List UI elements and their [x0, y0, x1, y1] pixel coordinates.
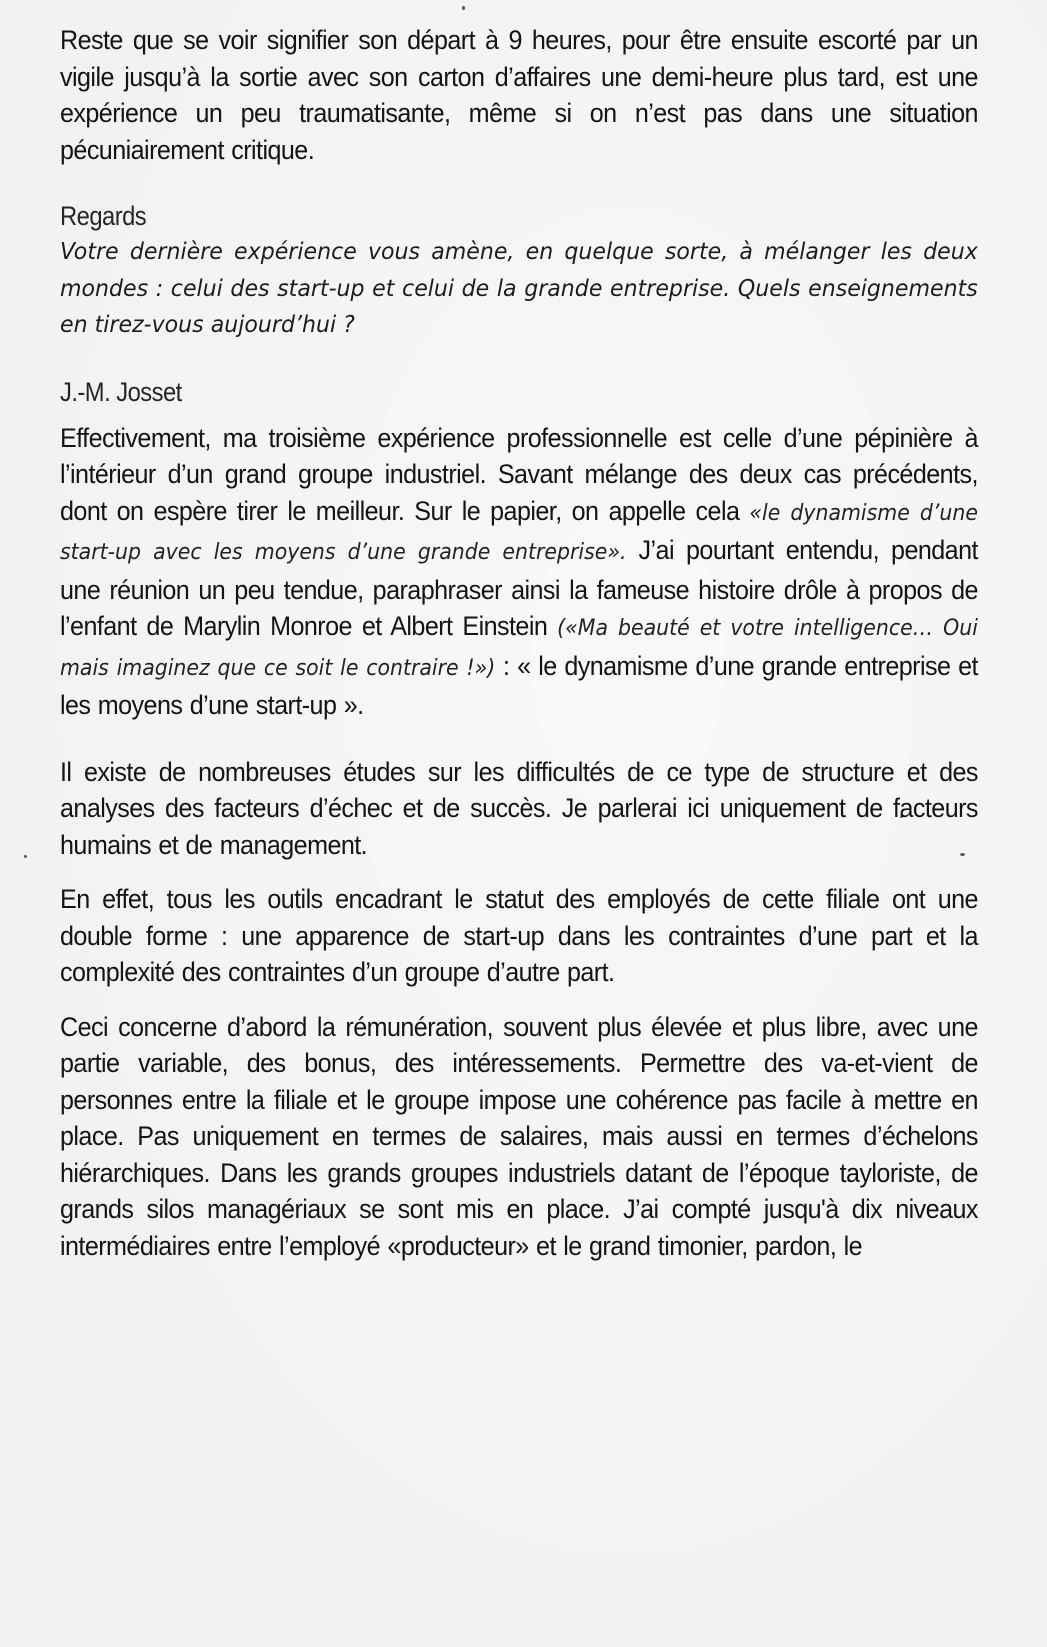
paragraph-intro: Reste que se voir signifier son départ à 9 heures, pour être ensuite escorté par un vigile jusqu’à la sortie avec son carton d’affaires une demi-heure plus tard, est une expérience un peu traumatisante, même si on n’est pas dans une situation pécuniairement critique.	[60, 25, 978, 165]
answer-text: J’ai pourtant entendu, pendant une réunion un peu tendue, paraphraser ainsi la fameuse histoire drôle à propos de l’enfant de Marylin Monroe et Albert Einstein	[60, 535, 978, 641]
text-column	[60, 22, 978, 1264]
answer-paragraph-3: En effet, tous les outils encadrant le statut des employés de cette filiale ont une double forme : une apparence de start-up dans les contraintes d’une part et la complexité des contraintes d’un groupe d’autre part.	[60, 884, 978, 987]
scan-speck	[24, 855, 27, 858]
answer-paragraph-4: Ceci concerne d’abord la rémunération, souvent plus élevée et plus libre, avec une partie variable, des bonus, des intéressements. Permettre des va-et-vient de personnes entre la filiale et le groupe impose une cohérence pas facile à mettre en place. Pas uniquement en termes de salaires, mais aussi en termes d’échelons hiérarchiques. Dans les grands groupes industriels datant de l’époque tayloriste, de grands silos managériaux se sont mis en place. J’ai compté jusqu'à dix niveaux intermédiaires entre l’employé «producteur» et le grand timonier, pardon, le	[60, 1011, 978, 1261]
scan-speck	[462, 6, 465, 10]
quoted-joke: («Ma beauté et votre intelligence… Oui mais imaginez que ce soit le contraire !»)	[60, 616, 978, 681]
quoted-slogan: «le dynamisme d’une start-up avec les moyens d’une grande entreprise».	[60, 500, 978, 565]
answer-text: : « le dynamisme d’une grande entreprise et les moyens d’une start-up ».	[60, 650, 978, 720]
interview-question: Votre dernière expérience vous amène, en quelque sorte, à mélanger les deux mondes : celui des start-up et celui de la grande entreprise. Quels enseignements en tirez-vous aujourd’hui ?	[60, 239, 978, 338]
respondent-heading: J.-M. Josset	[60, 376, 182, 407]
answer-text: Effectivement, ma troisième expérience professionnelle est celle d’une pépinière à l’intérieur d’un grand groupe industriel. Savant mélange des deux cas précédents, dont on espère tirer le meilleur. Sur le papier, on appelle cela	[60, 422, 978, 526]
answer-paragraph-2: Il existe de nombreuses études sur les difficultés de ce type de structure et des analyses des facteurs d’échec et de succès. Je parlerai ici uniquement de facteurs humains et de management.	[60, 756, 978, 860]
interviewer-heading: Regards	[60, 201, 147, 231]
answer-paragraph-1	[60, 420, 978, 724]
